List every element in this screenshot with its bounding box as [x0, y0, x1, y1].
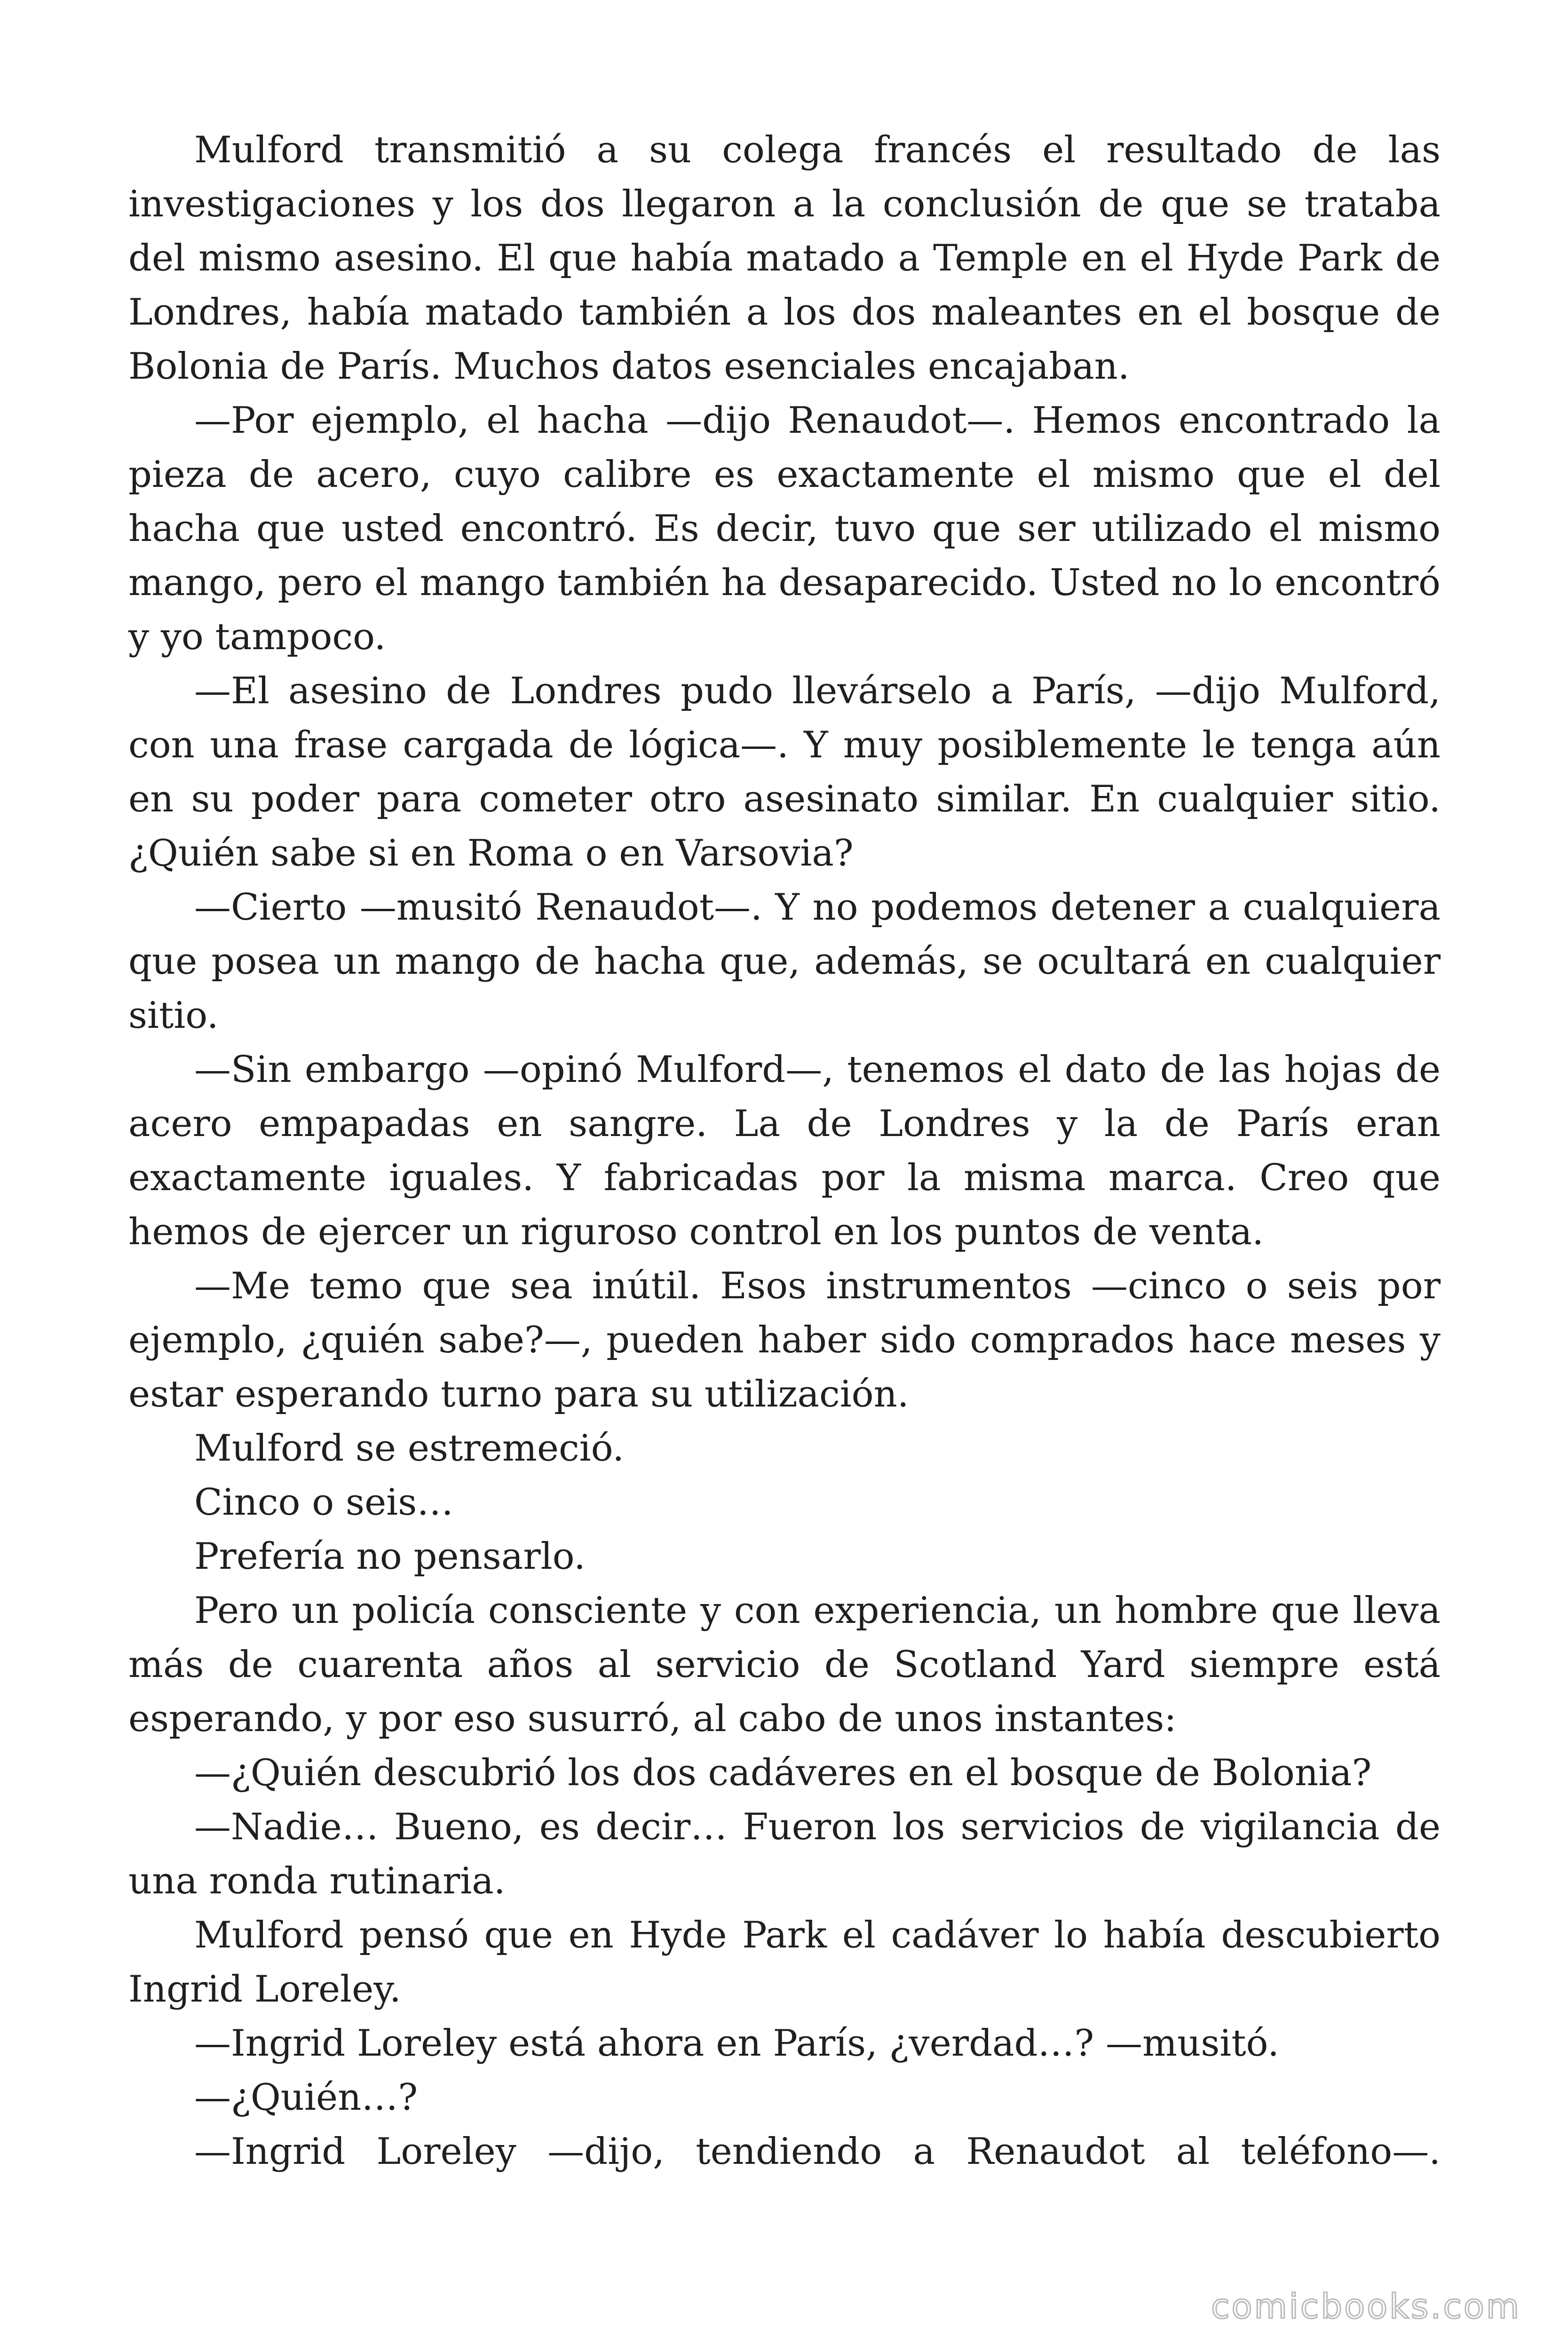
paragraph-6: —Me temo que sea inútil. Esos instrumentos —cinco o seis por ejemplo, ¿quién sabe?—, pueden haber sido comprados hace meses y estar esperando turno para su utilización.	[128, 1265, 1441, 1415]
paragraph-16: —Ingrid Loreley —dijo, tendiendo a Renaudot al teléfono—.	[194, 2130, 1441, 2173]
paragraph-15: —¿Quién…?	[194, 2076, 418, 2119]
watermark-text: comicbooks.com	[1211, 2287, 1521, 2326]
paragraph-13: Mulford pensó que en Hyde Park el cadáver lo había descubierto Ingrid Loreley.	[128, 1914, 1441, 2010]
paragraph-2: —Por ejemplo, el hacha —dijo Renaudot—. Hemos encontrado la pieza de acero, cuyo calibre es exactamente el mismo que el del hacha que usted encontró. Es decir, tuvo que ser utilizado el mismo mango, pero el mango también ha desaparecido. Usted no lo encontró y yo tampoco.	[128, 399, 1441, 658]
paragraph-14: —Ingrid Loreley está ahora en París, ¿verdad…? —musitó.	[194, 2022, 1279, 2065]
paragraph-5: —Sin embargo —opinó Mulford—, tenemos el dato de las hojas de acero empapadas en sangre. La de Londres y la de París eran exactamente iguales. Y fabricadas por la misma marca. Creo que hemos de ejercer un riguroso control en los puntos de venta.	[128, 1049, 1441, 1253]
page-body-text	[128, 123, 1441, 2179]
paragraph-7: Mulford se estremeció.	[194, 1427, 624, 1470]
paragraph-8: Cinco o seis…	[194, 1481, 454, 1524]
paragraph-11: —¿Quién descubrió los dos cadáveres en el bosque de Bolonia?	[194, 1752, 1372, 1794]
paragraph-12: —Nadie… Bueno, es decir… Fueron los servicios de vigilancia de una ronda rutinaria.	[128, 1806, 1441, 1902]
paragraph-9: Prefería no pensarlo.	[194, 1535, 586, 1578]
paragraph-3: —El asesino de Londres pudo llevárselo a París, —dijo Mulford, con una frase cargada de lógica—. Y muy posiblemente le tenga aún en su poder para cometer otro asesinato similar. En cualquier sitio. ¿Quién sabe si en Roma o en Varsovia?	[128, 670, 1441, 874]
paragraph-4: —Cierto —musitó Renaudot—. Y no podemos detener a cualquiera que posea un mango de hacha que, además, se ocultará en cualquier sitio.	[128, 886, 1441, 1037]
paragraph-10: Pero un policía consciente y con experiencia, un hombre que lleva más de cuarenta años al servicio de Scotland Yard siempre está esperando, y por eso susurró, al cabo de unos instantes:	[128, 1589, 1441, 1740]
paragraph-1: Mulford transmitió a su colega francés el resultado de las investigaciones y los dos llegaron a la conclusión de que se trataba del mismo asesino. El que había matado a Temple en el Hyde Park de Londres, había matado también a los dos maleantes en el bosque de Bolonia de París. Muchos datos esenciales encajaban.	[128, 129, 1441, 388]
